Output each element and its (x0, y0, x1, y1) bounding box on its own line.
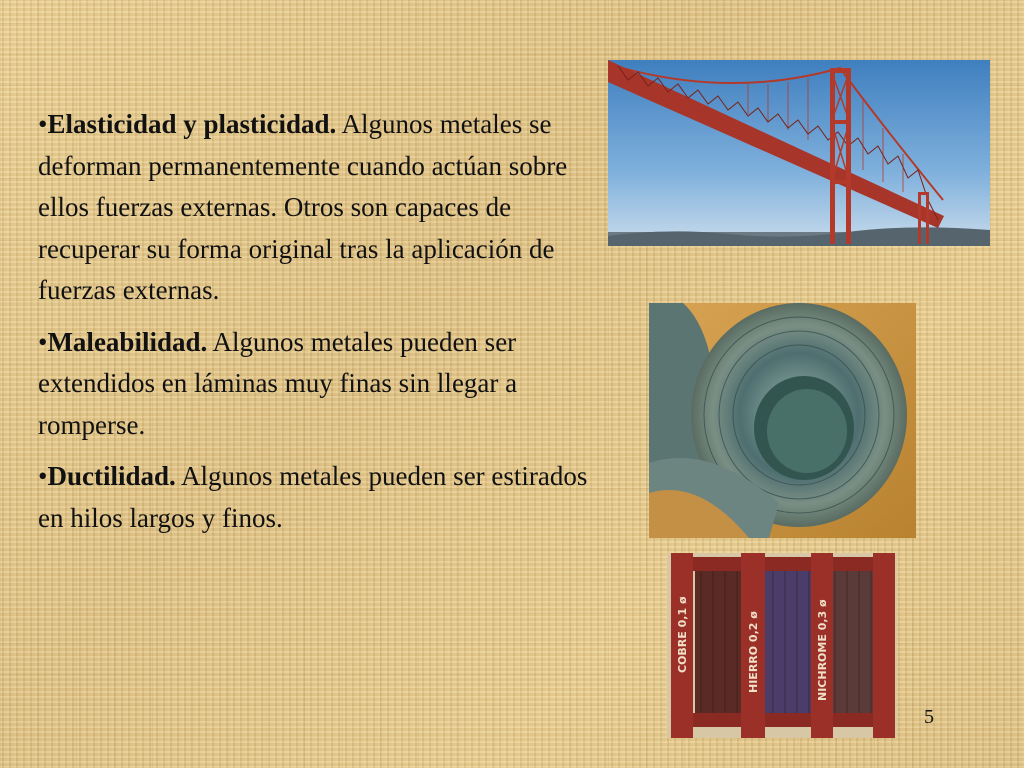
bullet-mark: • (38, 461, 48, 491)
term-maleabilidad: Maleabilidad. (47, 326, 208, 357)
bullet-mark: • (38, 109, 48, 139)
wire-label-hierro: HIERRO 0,2 ø (747, 611, 760, 693)
wire-label-cobre: COBRE 0,1 ø (676, 596, 689, 673)
wire-samples-image (667, 553, 897, 738)
bullet-elasticidad (38, 104, 610, 312)
bullet-maleabilidad (38, 322, 610, 447)
term-ductilidad: Ductilidad. (47, 461, 176, 491)
bullet-ductilidad (38, 456, 610, 539)
wire-label-nichrome: NICHROME 0,3 ø (816, 599, 829, 701)
bridge-image (608, 60, 990, 246)
desc-elasticidad: Algunos metales se deforman permanentemente cuando actúan sobre ellos fuerzas externas. Otros son capaces de recuperar su forma original tras la aplicación de fuerzas externas. (38, 109, 568, 305)
page-number: 5 (924, 706, 934, 728)
slide-text (38, 104, 610, 549)
steel-coils-image (649, 303, 916, 538)
term-elasticidad: Elasticidad y plasticidad. (47, 109, 337, 139)
desc-maleabilidad: Algunos metales pueden ser extendidos en láminas muy finas sin llegar a romperse. (38, 326, 518, 440)
bullet-mark: • (38, 326, 48, 357)
desc-ductilidad: Algunos metales pueden ser estirados en hilos largos y finos. (38, 461, 588, 533)
